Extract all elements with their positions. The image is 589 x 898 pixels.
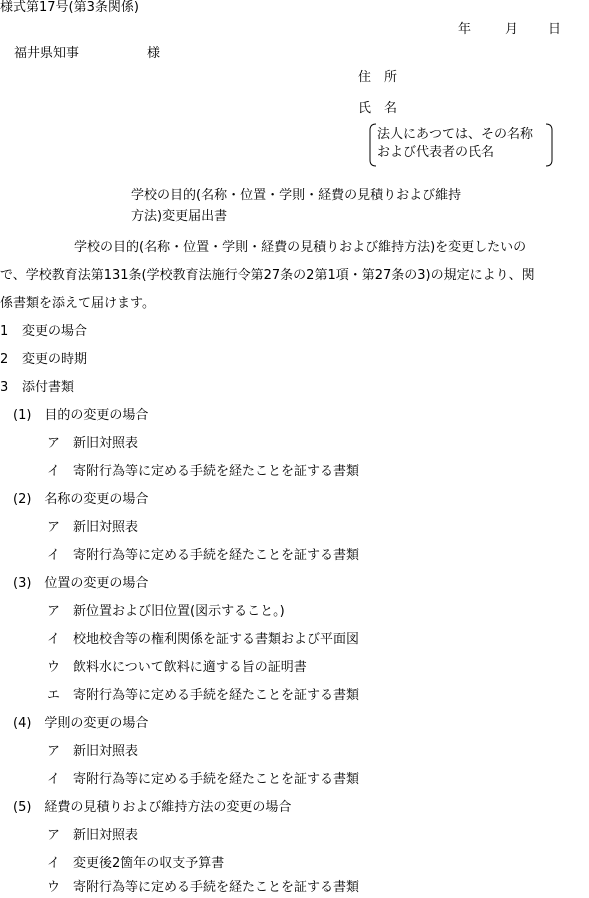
body-text-line2: で、学校教育法第131条(学校教育法施行令第27条の2第1項・第27条の3)の規定により、関: [0, 268, 535, 283]
list-item-2: [0, 352, 88, 368]
list-item-number: 3: [0, 380, 9, 395]
form-number: 様式第17号(第3条関係): [0, 0, 139, 15]
list-item-label: 添付書類: [22, 380, 75, 395]
section-3-doc-4: エ 寄附行為等に定める手続を経たことを証する書類: [47, 688, 360, 703]
section-heading-2: (2) 名称の変更の場合: [13, 492, 149, 507]
body-text-line3: 係書類を添えて届けます。: [0, 296, 155, 311]
section-1-doc-1: ア 新旧対照表: [47, 436, 139, 451]
list-item-label: 変更の場合: [22, 324, 88, 339]
list-item-label: 変更の時期: [22, 352, 88, 367]
body-text-line1: 学校の目的(名称・位置・学則・経費の見積りおよび維持方法)を変更したいの: [74, 240, 527, 255]
section-heading-4: (4) 学則の変更の場合: [13, 716, 149, 731]
section-heading-5: (5) 経費の見積りおよび維持方法の変更の場合: [13, 800, 292, 815]
list-item-number: 2: [0, 352, 9, 367]
applicant-address-label: 住 所: [358, 70, 398, 85]
document-title-line1: 学校の目的(名称・位置・学則・経費の見積りおよび維持: [131, 188, 462, 203]
section-2-doc-2: イ 寄附行為等に定める手続を経たことを証する書類: [47, 548, 360, 563]
section-heading-3: (3) 位置の変更の場合: [13, 576, 149, 591]
section-3-doc-1: ア 新位置および旧位置(図示すること。): [47, 604, 285, 619]
section-3-doc-3: ウ 飲料水について飲料に適する旨の証明書: [47, 660, 307, 675]
section-4-doc-1: ア 新旧対照表: [47, 744, 139, 759]
corporation-note-line1: 法人にあつては、その名称: [377, 127, 534, 142]
list-item-number: 1: [0, 324, 9, 339]
date-day-label: 日: [548, 22, 562, 37]
corporation-note: [368, 123, 554, 167]
section-5-doc-3: ウ 寄附行為等に定める手続を経たことを証する書類: [47, 880, 360, 895]
section-1-doc-2: イ 寄附行為等に定める手続を経たことを証する書類: [47, 464, 360, 479]
date-year-label: 年: [458, 22, 472, 37]
addressee-name: 福井県知事: [14, 46, 80, 61]
list-item-1: [0, 324, 88, 340]
list-item-3: [0, 380, 75, 396]
date-month-label: 月: [505, 22, 519, 37]
addressee-honorific: 様: [147, 46, 161, 61]
document-title-line2: 方法)変更届出書: [131, 209, 228, 224]
section-5-doc-1: ア 新旧対照表: [47, 828, 139, 843]
section-3-doc-2: イ 校地校舎等の権利関係を証する書類および平面図: [47, 632, 360, 647]
section-4-doc-2: イ 寄附行為等に定める手続を経たことを証する書類: [47, 772, 360, 787]
section-2-doc-1: ア 新旧対照表: [47, 520, 139, 535]
section-heading-1: (1) 目的の変更の場合: [13, 408, 149, 423]
corporation-note-line2: および代表者の氏名: [377, 145, 495, 160]
applicant-name-label: 氏 名: [358, 101, 398, 116]
section-5-doc-2: イ 変更後2箇年の収支予算書: [47, 856, 225, 871]
